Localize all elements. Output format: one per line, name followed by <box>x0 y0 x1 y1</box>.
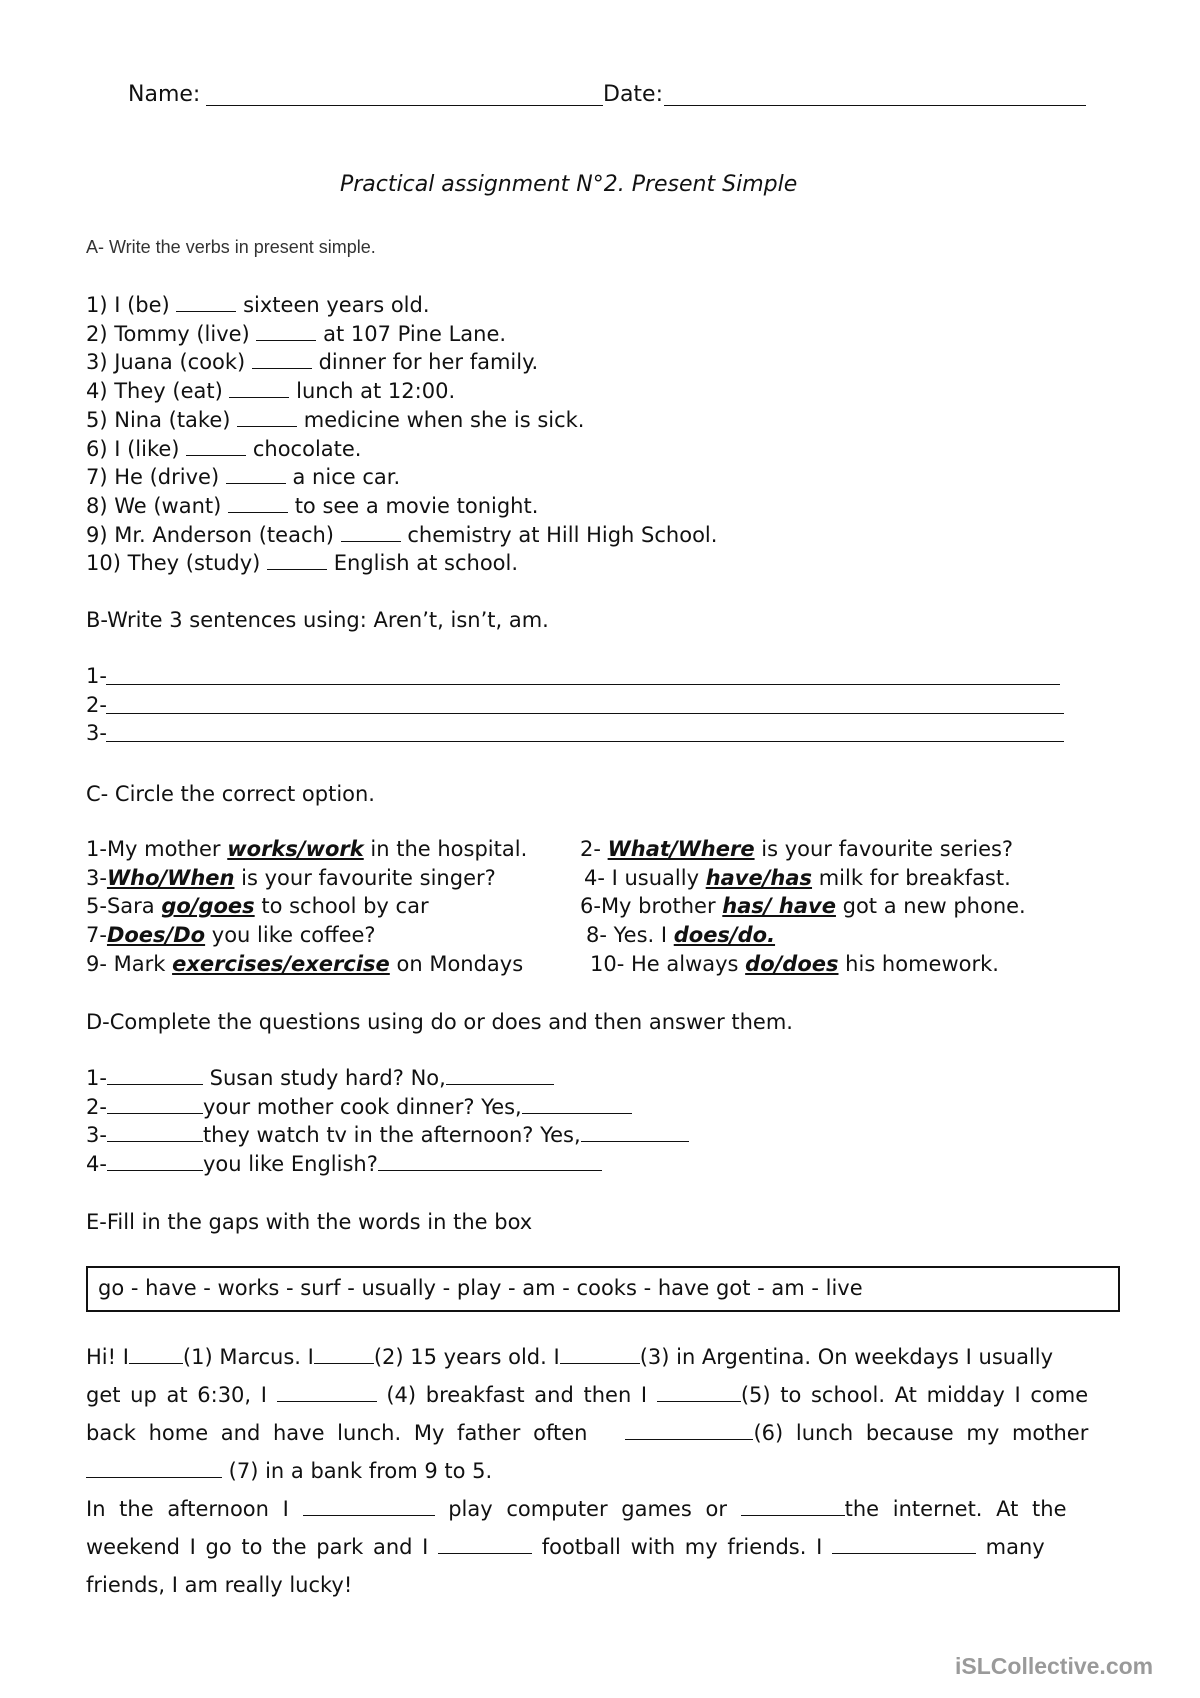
passage-line-1 <box>86 1345 1120 1369</box>
passage-text: (3) in Argentina. On weekdays I usually <box>639 1345 1054 1369</box>
item-text: is your favourite singer? <box>234 865 496 890</box>
section-e-instruction: E-Fill in the gaps with the words in the box <box>86 1210 533 1234</box>
sentence-line[interactable] <box>106 684 1060 685</box>
passage-line-5 <box>86 1497 1120 1521</box>
exercise-a-item <box>86 377 455 405</box>
passage-line-3 <box>86 1421 1120 1445</box>
do-does-blank[interactable] <box>107 1112 203 1114</box>
blank-5[interactable] <box>657 1400 741 1402</box>
blank-6[interactable] <box>625 1438 753 1440</box>
passage-text: In the afternoon I <box>86 1497 289 1521</box>
blank-8[interactable] <box>303 1514 435 1516</box>
item-text: 4) They (eat) <box>86 379 230 404</box>
question-text: you like English? <box>202 1152 378 1177</box>
date-label: Date: <box>603 82 663 107</box>
passage-line-6 <box>86 1535 1120 1559</box>
item-number: 3- <box>86 1123 107 1148</box>
passage-text: (5) to school. At midday I come <box>740 1383 1089 1407</box>
passage-text: (1) Marcus. I <box>182 1345 314 1369</box>
item-text: on Mondays <box>389 951 524 976</box>
option-item <box>86 921 376 949</box>
passage-text: the internet. At the <box>844 1497 1067 1521</box>
blank-3[interactable] <box>560 1362 640 1364</box>
option-choice[interactable]: What/Where <box>607 837 755 861</box>
item-text: 6-My brother <box>580 894 723 919</box>
question-item <box>86 1093 632 1121</box>
item-text: 8- Yes. I <box>586 923 674 948</box>
question-item <box>86 1064 554 1092</box>
question-text: your mother cook dinner? Yes, <box>202 1094 522 1119</box>
item-text: got a new phone. <box>835 894 1026 919</box>
item-text: his homework. <box>838 951 999 976</box>
item-text: 5-Sara <box>86 894 162 919</box>
answer-blank[interactable] <box>252 367 312 369</box>
item-text: dinner for her family. <box>311 350 539 375</box>
option-item <box>580 892 1026 920</box>
item-text: 5) Nina (take) <box>86 407 238 432</box>
date-field[interactable] <box>664 105 1086 106</box>
item-text: 2) Tommy (live) <box>86 321 257 346</box>
option-choice[interactable]: have/has <box>705 865 813 890</box>
blank-11[interactable] <box>832 1552 976 1554</box>
option-choice[interactable]: does/do. <box>673 923 776 948</box>
item-text: sixteen years old. <box>236 293 430 317</box>
page-title: Practical assignment N°2. Present Simple <box>340 172 798 197</box>
option-choice[interactable]: do/does <box>745 951 839 976</box>
option-item <box>86 835 527 863</box>
option-item <box>86 950 523 978</box>
section-b-instruction: B-Write 3 sentences using: Aren’t, isn’t, am. <box>86 608 549 632</box>
item-text: is your favourite series? <box>754 837 1014 861</box>
answer-blank[interactable] <box>228 511 288 513</box>
name-label: Name: <box>128 82 201 107</box>
item-text: at 107 Pine Lane. <box>316 321 507 346</box>
item-text: 10- He always <box>590 951 746 976</box>
section-d-instruction: D-Complete the questions using do or does and then answer them. <box>86 1010 793 1034</box>
passage-text: weekend I go to the park and I <box>86 1535 429 1559</box>
sentence-number: 1- <box>86 664 107 688</box>
passage-text: get up at 6:30, I <box>86 1383 277 1407</box>
exercise-a-item <box>86 406 584 434</box>
do-does-blank[interactable] <box>107 1140 203 1142</box>
exercise-a-item <box>86 320 506 348</box>
sentence-number: 3- <box>86 721 107 746</box>
option-choice[interactable]: go/goes <box>161 894 255 919</box>
option-item <box>590 950 999 978</box>
item-text: to see a movie tonight. <box>288 493 539 518</box>
item-text: chocolate. <box>246 436 362 461</box>
passage-text: (2) 15 years old. I <box>373 1345 560 1369</box>
option-choice[interactable]: Does/Do <box>106 923 206 948</box>
item-text: 2- <box>580 837 608 861</box>
answer-blank[interactable] <box>229 396 289 398</box>
watermark: iSLCollective.com <box>955 1653 1154 1679</box>
item-text: 1) I (be) <box>86 293 177 317</box>
item-text: milk for breakfast. <box>812 865 1011 890</box>
answer-blank[interactable] <box>256 339 316 341</box>
answer-blank[interactable] <box>267 568 327 570</box>
question-text: Susan study hard? No, <box>202 1066 446 1090</box>
option-item <box>86 864 496 892</box>
item-text: 8) We (want) <box>86 493 229 518</box>
exercise-a-item <box>86 291 430 319</box>
passage-text: back home and have lunch. My father often <box>86 1421 588 1445</box>
item-text: medicine when she is sick. <box>297 407 585 432</box>
blank-2[interactable] <box>314 1362 374 1364</box>
item-text: chemistry at Hill High School. <box>400 522 718 547</box>
item-text: 4- I usually <box>584 865 706 890</box>
option-choice[interactable]: exercises/exercise <box>172 951 390 976</box>
item-text: 9- Mark <box>86 951 173 976</box>
item-text: 6) I (like) <box>86 436 187 461</box>
item-number: 2- <box>86 1094 107 1119</box>
item-text: 3) Juana (cook) <box>86 350 252 375</box>
sentence-number: 2- <box>86 692 107 717</box>
do-does-blank[interactable] <box>107 1169 203 1171</box>
passage-text: many <box>985 1535 1045 1559</box>
item-text: 9) Mr. Anderson (teach) <box>86 522 341 547</box>
blank-1[interactable] <box>129 1362 183 1364</box>
exercise-a-item <box>86 549 518 577</box>
option-item <box>580 835 1013 863</box>
section-c-instruction: C- Circle the correct option. <box>86 782 375 806</box>
item-text: 10) They (study) <box>86 551 268 576</box>
item-text: English at school. <box>327 551 519 576</box>
sentence-line[interactable] <box>106 741 1064 742</box>
item-number: 1- <box>86 1066 107 1090</box>
answer-blank[interactable] <box>446 1083 554 1085</box>
exercise-a-item <box>86 521 717 549</box>
section-a-instruction: A- Write the verbs in present simple. <box>86 237 376 257</box>
do-does-blank[interactable] <box>107 1083 203 1085</box>
item-text: in the hospital. <box>363 837 528 861</box>
blank-7[interactable] <box>86 1476 222 1478</box>
passage-line-2 <box>86 1383 1120 1407</box>
passage-text: (4) breakfast and then I <box>376 1383 657 1407</box>
item-number: 4- <box>86 1152 107 1177</box>
item-text: 7) He (drive) <box>86 465 226 490</box>
item-text: a nice car. <box>285 465 401 490</box>
word-box-text: go - have - works - surf - usually - play - am - cooks - have got - am - live <box>98 1276 863 1300</box>
answer-blank[interactable] <box>378 1169 602 1171</box>
passage-line-7 <box>86 1573 1120 1597</box>
passage-text: football with my friends. I <box>541 1535 823 1559</box>
item-text: lunch at 12:00. <box>289 379 456 404</box>
blank-4[interactable] <box>277 1400 377 1402</box>
exercise-a-item <box>86 435 361 463</box>
passage-text: (6) lunch because my mother <box>753 1421 1089 1445</box>
option-item <box>584 864 1011 892</box>
exercise-a-item <box>86 463 400 491</box>
option-choice[interactable]: has/ have <box>722 894 836 919</box>
question-item <box>86 1150 602 1178</box>
option-item <box>586 921 775 949</box>
item-text: you like coffee? <box>205 923 376 948</box>
answer-blank[interactable] <box>341 540 401 542</box>
name-field[interactable] <box>206 105 603 106</box>
exercise-a-item <box>86 492 538 520</box>
answer-blank[interactable] <box>237 425 297 427</box>
blank-10[interactable] <box>438 1552 532 1554</box>
question-text: they watch tv in the afternoon? Yes, <box>202 1123 581 1148</box>
sentence-line[interactable] <box>106 713 1064 714</box>
passage-text: (7) in a bank from 9 to 5. <box>222 1459 493 1483</box>
passage-text: friends, I am really lucky! <box>86 1573 353 1597</box>
item-text: 7- <box>86 923 107 948</box>
blank-9[interactable] <box>741 1514 845 1516</box>
question-item <box>86 1121 689 1149</box>
answer-blank[interactable] <box>226 482 286 484</box>
word-box <box>86 1266 1120 1312</box>
item-text: 1-My mother <box>86 837 228 861</box>
option-choice[interactable]: Who/When <box>106 865 235 890</box>
passage-text: play computer games or <box>448 1497 727 1521</box>
item-text: 3- <box>86 865 107 890</box>
option-item <box>86 892 429 920</box>
option-choice[interactable]: works/work <box>227 837 364 861</box>
answer-blank[interactable] <box>186 454 246 456</box>
exercise-a-item <box>86 348 538 376</box>
passage-text: Hi! I <box>86 1345 129 1369</box>
answer-blank[interactable] <box>176 310 236 312</box>
item-text: to school by car <box>254 894 429 919</box>
answer-blank[interactable] <box>522 1112 632 1114</box>
answer-blank[interactable] <box>581 1140 689 1142</box>
passage-line-4 <box>86 1459 1120 1483</box>
